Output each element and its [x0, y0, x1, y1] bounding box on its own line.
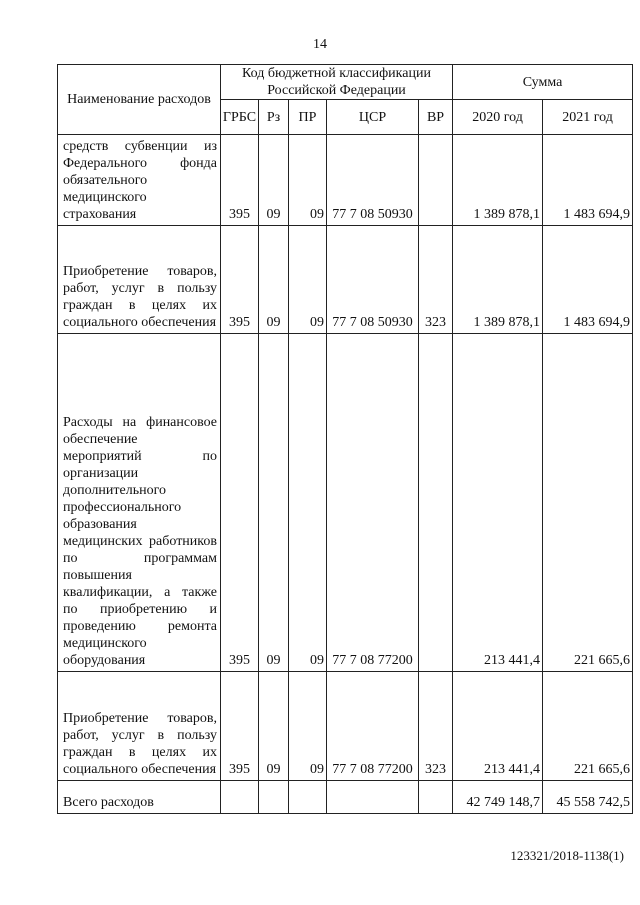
cell-pr: 09: [289, 135, 327, 226]
total-2020: 42 749 148,7: [453, 781, 543, 814]
cell-2021: 1 483 694,9: [543, 226, 633, 334]
header-name: Наименование расходов: [58, 65, 221, 135]
table-row: [58, 135, 633, 226]
cell-pr: 09: [289, 334, 327, 672]
row-name: Приобретение товаров, работ, услуг в пользу граждан в целях их социального обеспечения: [58, 672, 221, 781]
cell-2020: 1 389 878,1: [453, 226, 543, 334]
header-rz: Рз: [259, 100, 289, 135]
document-code: 123321/2018-1138(1): [510, 848, 624, 863]
table-row: [58, 226, 633, 334]
cell-2021: 221 665,6: [543, 672, 633, 781]
total-row: [58, 781, 633, 814]
cell-2020: 1 389 878,1: [453, 135, 543, 226]
cell-rz: 09: [259, 135, 289, 226]
cell-2020: 213 441,4: [453, 334, 543, 672]
cell-csr: 77 7 08 77200: [327, 672, 419, 781]
row-name: Расходы на финансовое обеспечение мероприятий по организации дополнительного профессионального образования медицинских работников по программам повышения квалификации, а также по приобретению и проведению ремонта медицинского оборудования: [58, 334, 221, 672]
cell-grbs: 395: [221, 334, 259, 672]
row-name: средств субвенции из Федерального фонда обязательного медицинского страхования: [58, 135, 221, 226]
cell-vr: [419, 334, 453, 672]
expenses-table: [57, 64, 633, 814]
row-name: Приобретение товаров, работ, услуг в пользу граждан в целях их социального обеспечения: [58, 226, 221, 334]
header-2021: 2021 год: [543, 100, 633, 135]
header-vr: ВР: [419, 100, 453, 135]
cell-rz: 09: [259, 226, 289, 334]
cell-vr: [419, 135, 453, 226]
header-csr: ЦСР: [327, 100, 419, 135]
total-2021: 45 558 742,5: [543, 781, 633, 814]
cell-grbs: 395: [221, 226, 259, 334]
cell-2020: 213 441,4: [453, 672, 543, 781]
header-code-group: Код бюджетной классификации Российской Федерации: [221, 65, 453, 100]
cell-grbs: 395: [221, 135, 259, 226]
cell-pr: 09: [289, 226, 327, 334]
cell-vr: 323: [419, 672, 453, 781]
page-number: 14: [313, 37, 327, 52]
header-2020: 2020 год: [453, 100, 543, 135]
cell-2021: 1 483 694,9: [543, 135, 633, 226]
cell-vr: 323: [419, 226, 453, 334]
cell-rz: 09: [259, 334, 289, 672]
cell-2021: 221 665,6: [543, 334, 633, 672]
cell-csr: 77 7 08 50930: [327, 135, 419, 226]
cell-csr: 77 7 08 77200: [327, 334, 419, 672]
header-grbs: ГРБС: [221, 100, 259, 135]
header-pr: ПР: [289, 100, 327, 135]
total-label: Всего расходов: [58, 781, 221, 814]
table-row: [58, 334, 633, 672]
cell-csr: 77 7 08 50930: [327, 226, 419, 334]
cell-rz: 09: [259, 672, 289, 781]
cell-pr: 09: [289, 672, 327, 781]
table-row: [58, 672, 633, 781]
header-sum-group: Сумма: [453, 65, 633, 100]
cell-grbs: 395: [221, 672, 259, 781]
